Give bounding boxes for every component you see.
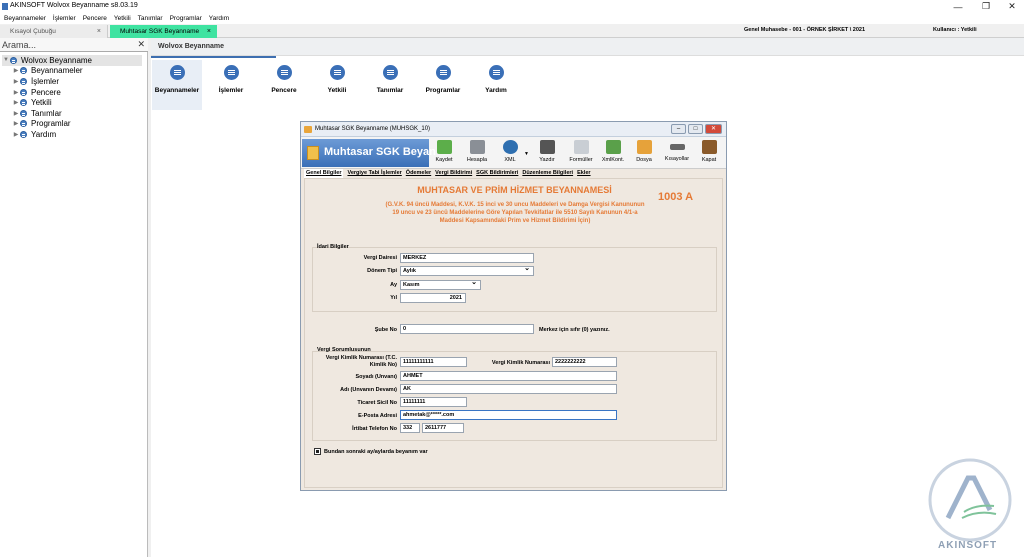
- tree-label: Yardım: [31, 129, 57, 139]
- restore-icon[interactable]: ❐: [981, 1, 991, 11]
- tree-children: [2, 66, 142, 140]
- tab-kisayol-cubugu[interactable]: [0, 25, 108, 38]
- expand-icon[interactable]: ▶: [13, 78, 19, 85]
- telefon-no-field[interactable]: 2611777: [422, 423, 464, 433]
- document-icon: [304, 126, 312, 133]
- user-status: Kullanıcı : Yetkili: [933, 27, 977, 33]
- expand-icon[interactable]: ▶: [13, 121, 19, 128]
- tree-label: Yetkili: [31, 98, 52, 108]
- telefon-kod-field[interactable]: 332: [400, 423, 420, 433]
- sidebar-item-pencere[interactable]: [12, 87, 142, 98]
- dialog-title-bar[interactable]: [301, 122, 726, 137]
- tree-label: İşlemler: [31, 76, 60, 86]
- expand-icon[interactable]: ▶: [13, 68, 19, 75]
- ribbon-yetkili-button[interactable]: [312, 60, 362, 110]
- toolbar-label: Hesapla: [466, 157, 488, 163]
- adi-field[interactable]: AK: [400, 384, 617, 394]
- main-header: [151, 38, 1024, 56]
- sube-no-note: Merkez için sıfır (0) yazınız.: [539, 327, 610, 333]
- save-check-icon: [437, 140, 452, 154]
- header-underline: [151, 56, 276, 58]
- ribbon-label: Yetkili: [327, 87, 347, 94]
- dialog-body: [304, 178, 723, 488]
- toolbar-label: Formüller: [569, 157, 593, 163]
- expand-icon[interactable]: ▶: [13, 100, 19, 107]
- kapat-button[interactable]: [693, 139, 725, 167]
- toolbar-label: XML: [504, 157, 516, 163]
- tckn-field[interactable]: 11111111111: [400, 357, 467, 367]
- close-icon[interactable]: ✕: [705, 124, 722, 134]
- collapse-icon[interactable]: ▼: [3, 57, 9, 64]
- menu-beyannameler[interactable]: Beyannameler: [4, 15, 46, 22]
- menu-circle-icon: [20, 99, 27, 106]
- yazdir-button[interactable]: [531, 139, 563, 167]
- app-icon: [2, 3, 8, 10]
- menu-circle-icon: [20, 89, 27, 96]
- document-tab-bar: [0, 24, 1024, 38]
- ay-label: Ay: [390, 282, 397, 288]
- title-bar: [0, 0, 1024, 13]
- search-placeholder: Arama...: [2, 40, 37, 50]
- tree-view: [2, 55, 142, 140]
- sidebar-item-programlar[interactable]: [12, 119, 142, 130]
- ribbon-islemler-button[interactable]: [206, 60, 256, 110]
- menu-circle-icon: [20, 131, 27, 138]
- ribbon-label: Pencere: [271, 87, 297, 94]
- menu-circle-icon: [330, 65, 345, 80]
- formula-icon: [574, 140, 589, 154]
- close-icon[interactable]: ×: [206, 28, 211, 35]
- menu-circle-icon: [10, 57, 17, 64]
- form-code: 1003 A: [658, 191, 694, 203]
- folder-icon: [637, 140, 652, 154]
- menu-circle-icon: [383, 65, 398, 80]
- eposta-field[interactable]: ahmetak@*****.com: [400, 410, 617, 420]
- app-title: AKINSOFT Wolvox Beyanname s8.03.19: [10, 2, 138, 9]
- dropdown-arrow-icon[interactable]: ▼: [524, 151, 529, 157]
- sicil-label: Ticaret Sicil No: [357, 400, 397, 406]
- close-icon[interactable]: ×: [96, 28, 101, 35]
- dosya-button[interactable]: [628, 139, 660, 167]
- ribbon-label: Beyannameler: [154, 87, 200, 94]
- vkn-label: Vergi Kimlik Numarası: [491, 360, 550, 366]
- close-icon[interactable]: ✕: [137, 39, 145, 49]
- soyadi-field[interactable]: AHMET: [400, 371, 617, 381]
- kisayollar-button[interactable]: [661, 139, 693, 167]
- akinsoft-logo: [924, 456, 1016, 552]
- form-title: MUHTASAR VE PRİM HİZMET BEYANNAMESİ: [417, 185, 612, 195]
- menu-circle-icon: [436, 65, 451, 80]
- telefon-label: İrtibat Telefon No: [352, 426, 397, 432]
- menu-circle-icon: [20, 78, 27, 85]
- tab-label: Kısayol Çubuğu: [10, 28, 56, 35]
- ribbon-label: Yardım: [485, 87, 507, 94]
- maximize-icon[interactable]: □: [688, 124, 703, 134]
- menu-pencere[interactable]: Pencere: [82, 15, 107, 22]
- ribbon-yardim-button[interactable]: [471, 60, 521, 110]
- calculator-icon: [470, 140, 485, 154]
- sidebar: [0, 38, 148, 557]
- ribbon-label: İşlemler: [218, 87, 244, 94]
- donem-tipi-select[interactable]: Aylık ⌄: [400, 266, 534, 276]
- ribbon-label: Tanımlar: [376, 87, 404, 94]
- sicil-field[interactable]: 11111111: [400, 397, 467, 407]
- expand-icon[interactable]: ▶: [13, 89, 19, 96]
- printer-icon: [540, 140, 555, 154]
- yil-label: Yıl: [390, 295, 397, 301]
- tckn-label: Vergi Kimlik Numarası (T.C. Kimlik No): [325, 355, 397, 368]
- ribbon-label: Programlar: [425, 87, 461, 94]
- ay-select[interactable]: Kasım ⌄: [400, 280, 481, 290]
- ribbon-beyannameler-button[interactable]: [152, 60, 202, 110]
- book-icon: [307, 146, 319, 160]
- tab-sgk-bildirimleri[interactable]: SGK Bildirimleri: [476, 170, 519, 176]
- menu-yardim[interactable]: Yardım: [208, 15, 230, 22]
- tab-label: Muhtasar SGK Beyanname: [120, 28, 200, 35]
- tree-label: Programlar: [31, 119, 71, 129]
- ribbon-programlar-button[interactable]: [418, 60, 468, 110]
- menu-circle-icon: [20, 67, 27, 74]
- sidebar-item-islemler[interactable]: [12, 76, 142, 87]
- tab-muhtasar-sgk[interactable]: [110, 25, 217, 38]
- sube-no-label: Şube No: [374, 327, 397, 333]
- vkn-field[interactable]: 2222222222: [552, 357, 617, 367]
- dialog-title: Muhtasar SGK Beyanname (MUHSGK_10): [315, 126, 431, 132]
- xmlkont-button[interactable]: [597, 139, 629, 167]
- tree-root[interactable]: [2, 55, 142, 66]
- sidebar-item-yardim[interactable]: [12, 129, 142, 140]
- xml-globe-icon: [503, 140, 518, 154]
- toolbar-label: Kapat: [701, 157, 717, 163]
- vergi-dairesi-field[interactable]: MERKEZ: [400, 253, 534, 263]
- menu-bar: [0, 13, 1024, 24]
- hesapla-button[interactable]: [461, 139, 493, 167]
- menu-circle-icon: [20, 110, 27, 117]
- menu-circle-icon: [170, 65, 185, 80]
- eposta-label: E-Posta Adresi: [358, 413, 397, 419]
- tab-vergi-bildirimi[interactable]: Vergi Bildirimi: [435, 170, 473, 176]
- sidebar-item-tanimlar[interactable]: [12, 108, 142, 119]
- menu-circle-icon: [224, 65, 239, 80]
- formuller-button[interactable]: [565, 139, 597, 167]
- menu-circle-icon: [277, 65, 292, 80]
- exit-door-icon: [702, 140, 717, 154]
- menu-yetkili[interactable]: Yetkili: [113, 15, 131, 22]
- checkbox-mark: [316, 450, 319, 453]
- yil-field[interactable]: 2021: [400, 293, 466, 303]
- ribbon-tanimlar-button[interactable]: [365, 60, 415, 110]
- form-description: (G.V.K. 94 üncü Maddesi, K.V.K. 15 inci ve 30 uncu Maddeleri ve Damga Vergisi Kanununun 19 uncu ve 23 üncü Maddelerine Göre Yapılan Tevkifatlar ile 5510 Sayılı Kanunun 4/1-a Maddesi Kapsamındaki Prim ve Hizmet Bildirimi İçin): [385, 202, 645, 224]
- section-title: İdari Bilgiler: [317, 244, 349, 250]
- menu-islemler[interactable]: İşlemler: [52, 15, 76, 22]
- tree-label: Pencere: [31, 87, 61, 97]
- dialog-tabs: [301, 169, 726, 178]
- vergi-dairesi-label: Vergi Dairesi: [363, 255, 397, 261]
- minimize-icon[interactable]: —: [953, 1, 963, 12]
- tree-label: Wolvox Beyanname: [21, 55, 92, 65]
- toolbar-label: XmlKont.: [601, 157, 625, 163]
- expand-icon[interactable]: ▶: [13, 131, 19, 138]
- expand-icon[interactable]: ▶: [13, 110, 19, 117]
- beyan-checkbox-label: Bundan sonraki ay/aylarda beyanım var: [324, 449, 428, 455]
- minimize-icon[interactable]: –: [671, 124, 686, 134]
- soyadi-label: Soyadı (Unvanı): [355, 374, 397, 380]
- donem-tipi-label: Dönem Tipi: [367, 268, 397, 274]
- sidebar-item-beyannameler[interactable]: [12, 66, 142, 77]
- keyboard-icon: [670, 144, 685, 150]
- toolbar-label: Yazdır: [539, 157, 555, 163]
- main-title: Wolvox Beyanname: [158, 43, 225, 50]
- company-status: Genel Muhasebe - 001 - ÖRNEK ŞİRKET \ 2021: [744, 27, 866, 33]
- akinsoft-logo-icon: [924, 456, 1016, 552]
- xml-check-icon: [606, 140, 621, 154]
- toolbar-label: Kaydet: [435, 157, 453, 163]
- sidebar-item-yetkili[interactable]: [12, 97, 142, 108]
- menu-programlar[interactable]: Programlar: [169, 15, 202, 22]
- ribbon-pencere-button[interactable]: [259, 60, 309, 110]
- menu-circle-icon: [20, 120, 27, 127]
- tree-label: Beyannameler: [31, 66, 83, 76]
- close-icon[interactable]: ✕: [1008, 1, 1016, 11]
- tab-vergiye-tabi-islemler[interactable]: Vergiye Tabi İşlemler: [347, 170, 402, 176]
- menu-circle-icon: [489, 65, 504, 80]
- tab-duzenleme-bilgileri[interactable]: Düzenleme Bilgileri: [522, 170, 574, 176]
- logo-text: AKINSOFT: [938, 540, 998, 551]
- kaydet-button[interactable]: [428, 139, 460, 167]
- search-input[interactable]: [0, 38, 148, 52]
- tab-odemeler[interactable]: Ödemeler: [405, 170, 432, 176]
- tree-label: Tanımlar: [31, 108, 62, 118]
- beyanname-dialog: [300, 121, 727, 491]
- sube-no-field[interactable]: 0: [400, 324, 534, 334]
- adi-label: Adı (Unvanın Devamı): [340, 387, 397, 393]
- banner-title: Muhtasar SGK Beyan: [324, 146, 436, 158]
- section-title: Vergi Sorumlusunun: [317, 347, 371, 353]
- menu-tanimlar[interactable]: Tanımlar: [137, 15, 163, 22]
- tab-ekler[interactable]: Ekler: [577, 170, 591, 176]
- tab-genel-bilgiler[interactable]: Genel Bilgiler: [306, 170, 342, 176]
- dialog-banner: [302, 139, 436, 167]
- beyan-checkbox[interactable]: [314, 448, 321, 455]
- toolbar-label: Dosya: [636, 157, 652, 163]
- toolbar-label: Kısayollar: [664, 156, 690, 162]
- xml-button[interactable]: [494, 139, 526, 167]
